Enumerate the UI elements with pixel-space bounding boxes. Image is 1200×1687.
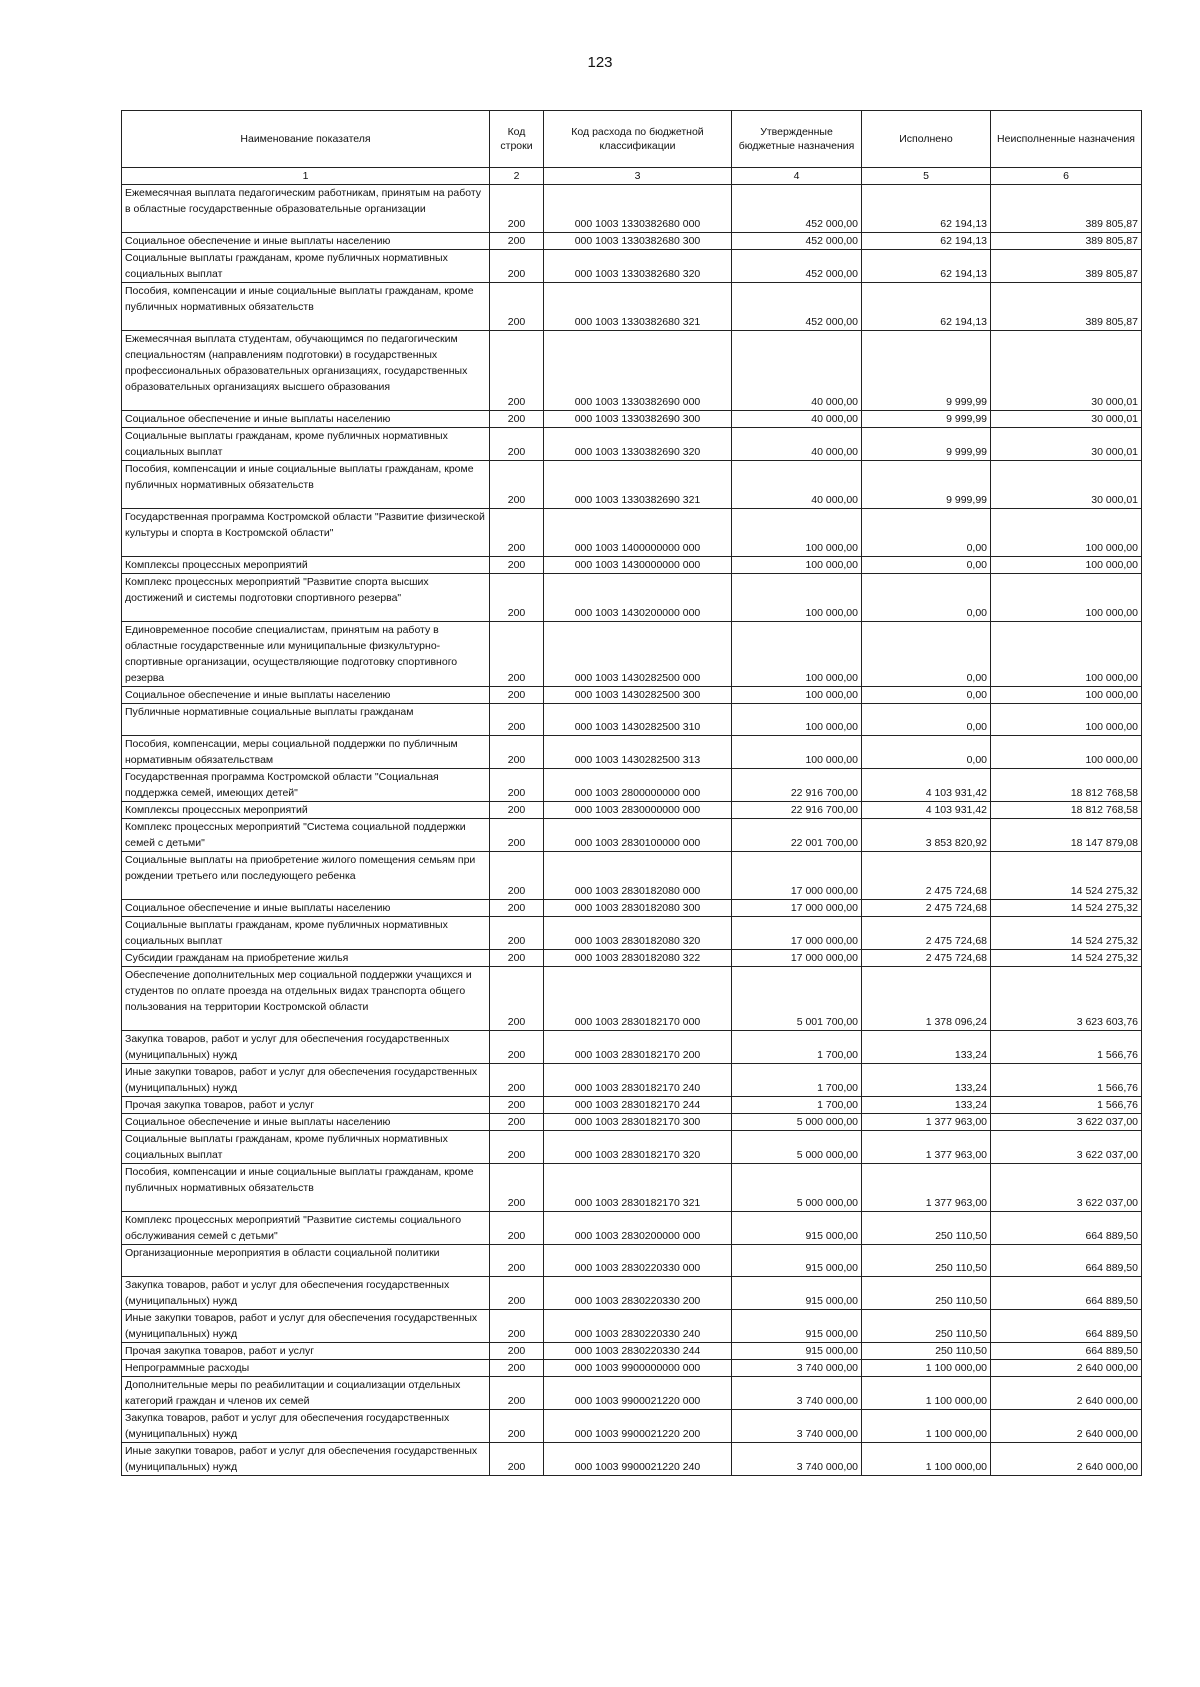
table-row <box>122 967 1142 1031</box>
table-body <box>122 185 1142 1476</box>
row-code-cell: 200 <box>490 461 544 509</box>
table-row <box>122 1064 1142 1097</box>
executed-amount-cell: 0,00 <box>862 687 991 704</box>
executed-amount-cell: 250 110,50 <box>862 1310 991 1343</box>
row-code-cell: 200 <box>490 250 544 283</box>
column-number-row <box>122 168 1142 185</box>
executed-amount-cell: 1 377 963,00 <box>862 1131 991 1164</box>
table-row <box>122 1097 1142 1114</box>
table-row <box>122 1114 1142 1131</box>
expense-code-cell: 000 1003 1330382690 321 <box>544 461 732 509</box>
row-code-cell: 200 <box>490 411 544 428</box>
remaining-amount-cell: 664 889,50 <box>991 1343 1142 1360</box>
expense-code-cell: 000 1003 2830182080 000 <box>544 852 732 900</box>
executed-amount-cell: 9 999,99 <box>862 428 991 461</box>
approved-amount-cell: 22 001 700,00 <box>732 819 862 852</box>
expense-code-cell: 000 1003 2830182080 322 <box>544 950 732 967</box>
table-row <box>122 411 1142 428</box>
expense-code-cell: 000 1003 1400000000 000 <box>544 509 732 557</box>
row-name-cell: Иные закупки товаров, работ и услуг для обеспечения государственных (муниципальных) нужд <box>122 1443 490 1476</box>
column-number: 4 <box>732 168 862 185</box>
expense-code-cell: 000 1003 1430200000 000 <box>544 574 732 622</box>
expense-code-cell: 000 1003 2830182170 000 <box>544 967 732 1031</box>
expense-code-cell: 000 1003 2830220330 244 <box>544 1343 732 1360</box>
executed-amount-cell: 250 110,50 <box>862 1212 991 1245</box>
expense-code-cell: 000 1003 2830182080 300 <box>544 900 732 917</box>
executed-amount-cell: 0,00 <box>862 622 991 687</box>
remaining-amount-cell: 100 000,00 <box>991 574 1142 622</box>
approved-amount-cell: 915 000,00 <box>732 1277 862 1310</box>
row-name-cell: Закупка товаров, работ и услуг для обеспечения государственных (муниципальных) нужд <box>122 1031 490 1064</box>
expense-code-cell: 000 1003 1330382690 000 <box>544 331 732 411</box>
row-code-cell: 200 <box>490 233 544 250</box>
expense-code-cell: 000 1003 2830182170 200 <box>544 1031 732 1064</box>
row-name-cell: Прочая закупка товаров, работ и услуг <box>122 1343 490 1360</box>
table-row <box>122 917 1142 950</box>
remaining-amount-cell: 14 524 275,32 <box>991 950 1142 967</box>
executed-amount-cell: 9 999,99 <box>862 461 991 509</box>
remaining-amount-cell: 18 812 768,58 <box>991 802 1142 819</box>
table-row <box>122 1212 1142 1245</box>
expense-code-cell: 000 1003 2830182170 244 <box>544 1097 732 1114</box>
remaining-amount-cell: 30 000,01 <box>991 331 1142 411</box>
executed-amount-cell: 4 103 931,42 <box>862 802 991 819</box>
row-code-cell: 200 <box>490 950 544 967</box>
expense-code-cell: 000 1003 2830000000 000 <box>544 802 732 819</box>
row-name-cell: Пособия, компенсации и иные социальные выплаты гражданам, кроме публичных нормативных обязательств <box>122 283 490 331</box>
row-code-cell: 200 <box>490 557 544 574</box>
approved-amount-cell: 22 916 700,00 <box>732 769 862 802</box>
remaining-amount-cell: 100 000,00 <box>991 557 1142 574</box>
column-number: 2 <box>490 168 544 185</box>
remaining-amount-cell: 30 000,01 <box>991 411 1142 428</box>
remaining-amount-cell: 14 524 275,32 <box>991 900 1142 917</box>
remaining-amount-cell: 3 623 603,76 <box>991 967 1142 1031</box>
row-name-cell: Социальные выплаты на приобретение жилого помещения семьям при рождении третьего или последующего ребенка <box>122 852 490 900</box>
table-row <box>122 852 1142 900</box>
row-code-cell: 200 <box>490 283 544 331</box>
row-code-cell: 200 <box>490 622 544 687</box>
approved-amount-cell: 3 740 000,00 <box>732 1410 862 1443</box>
remaining-amount-cell: 3 622 037,00 <box>991 1131 1142 1164</box>
row-code-cell: 200 <box>490 1377 544 1410</box>
row-name-cell: Публичные нормативные социальные выплаты гражданам <box>122 704 490 736</box>
approved-amount-cell: 1 700,00 <box>732 1097 862 1114</box>
remaining-amount-cell: 389 805,87 <box>991 185 1142 233</box>
executed-amount-cell: 2 475 724,68 <box>862 917 991 950</box>
approved-amount-cell: 17 000 000,00 <box>732 950 862 967</box>
approved-amount-cell: 100 000,00 <box>732 509 862 557</box>
table-row <box>122 461 1142 509</box>
row-name-cell: Пособия, компенсации и иные социальные выплаты гражданам, кроме публичных нормативных обязательств <box>122 461 490 509</box>
expense-code-cell: 000 1003 1330382680 320 <box>544 250 732 283</box>
budget-execution-table <box>121 110 1142 1476</box>
row-name-cell: Иные закупки товаров, работ и услуг для обеспечения государственных (муниципальных) нужд <box>122 1064 490 1097</box>
executed-amount-cell: 1 378 096,24 <box>862 967 991 1031</box>
expense-code-cell: 000 1003 2830220330 200 <box>544 1277 732 1310</box>
approved-amount-cell: 40 000,00 <box>732 411 862 428</box>
row-name-cell: Ежемесячная выплата педагогическим работникам, принятым на работу в областные государственные образовательные организации <box>122 185 490 233</box>
remaining-amount-cell: 100 000,00 <box>991 687 1142 704</box>
executed-amount-cell: 1 100 000,00 <box>862 1360 991 1377</box>
expense-code-cell: 000 1003 2830220330 240 <box>544 1310 732 1343</box>
approved-amount-cell: 3 740 000,00 <box>732 1360 862 1377</box>
row-code-cell: 200 <box>490 1277 544 1310</box>
column-number: 1 <box>122 168 490 185</box>
executed-amount-cell: 62 194,13 <box>862 185 991 233</box>
row-code-cell: 200 <box>490 1164 544 1212</box>
expense-code-cell: 000 1003 2830220330 000 <box>544 1245 732 1277</box>
table-row <box>122 1443 1142 1476</box>
table-row <box>122 1031 1142 1064</box>
row-code-cell: 200 <box>490 1031 544 1064</box>
row-code-cell: 200 <box>490 1245 544 1277</box>
expense-code-cell: 000 1003 1330382680 000 <box>544 185 732 233</box>
row-name-cell: Организационные мероприятия в области социальной политики <box>122 1245 490 1277</box>
executed-amount-cell: 1 100 000,00 <box>862 1377 991 1410</box>
row-name-cell: Социальное обеспечение и иные выплаты населению <box>122 233 490 250</box>
expense-code-cell: 000 1003 2830182170 320 <box>544 1131 732 1164</box>
remaining-amount-cell: 100 000,00 <box>991 704 1142 736</box>
remaining-amount-cell: 1 566,76 <box>991 1097 1142 1114</box>
approved-amount-cell: 17 000 000,00 <box>732 900 862 917</box>
executed-amount-cell: 1 100 000,00 <box>862 1410 991 1443</box>
expense-code-cell: 000 1003 2830100000 000 <box>544 819 732 852</box>
executed-amount-cell: 2 475 724,68 <box>862 852 991 900</box>
executed-amount-cell: 62 194,13 <box>862 250 991 283</box>
row-code-cell: 200 <box>490 185 544 233</box>
approved-amount-cell: 5 001 700,00 <box>732 967 862 1031</box>
remaining-amount-cell: 2 640 000,00 <box>991 1410 1142 1443</box>
approved-amount-cell: 100 000,00 <box>732 622 862 687</box>
expense-code-cell: 000 1003 9900021220 000 <box>544 1377 732 1410</box>
remaining-amount-cell: 30 000,01 <box>991 428 1142 461</box>
remaining-amount-cell: 3 622 037,00 <box>991 1164 1142 1212</box>
row-name-cell: Иные закупки товаров, работ и услуг для обеспечения государственных (муниципальных) нужд <box>122 1310 490 1343</box>
expense-code-cell: 000 1003 1430282500 313 <box>544 736 732 769</box>
executed-amount-cell: 0,00 <box>862 704 991 736</box>
row-code-cell: 200 <box>490 1114 544 1131</box>
header-name: Наименование показателя <box>122 111 490 168</box>
table-row <box>122 331 1142 411</box>
table-row <box>122 1277 1142 1310</box>
table-row <box>122 1410 1142 1443</box>
expense-code-cell: 000 1003 2830182170 321 <box>544 1164 732 1212</box>
remaining-amount-cell: 2 640 000,00 <box>991 1443 1142 1476</box>
table-row <box>122 1310 1142 1343</box>
row-code-cell: 200 <box>490 428 544 461</box>
row-name-cell: Социальное обеспечение и иные выплаты населению <box>122 411 490 428</box>
remaining-amount-cell: 389 805,87 <box>991 283 1142 331</box>
remaining-amount-cell: 664 889,50 <box>991 1245 1142 1277</box>
executed-amount-cell: 2 475 724,68 <box>862 950 991 967</box>
row-name-cell: Социальное обеспечение и иные выплаты населению <box>122 900 490 917</box>
approved-amount-cell: 452 000,00 <box>732 283 862 331</box>
executed-amount-cell: 133,24 <box>862 1064 991 1097</box>
table-row <box>122 687 1142 704</box>
approved-amount-cell: 100 000,00 <box>732 557 862 574</box>
row-name-cell: Комплекс процессных мероприятий "Развитие системы социального обслуживания семей с детьми" <box>122 1212 490 1245</box>
table-row <box>122 233 1142 250</box>
expense-code-cell: 000 1003 1330382680 300 <box>544 233 732 250</box>
row-code-cell: 200 <box>490 1410 544 1443</box>
row-name-cell: Пособия, компенсации и иные социальные выплаты гражданам, кроме публичных нормативных обязательств <box>122 1164 490 1212</box>
expense-code-cell: 000 1003 2830182080 320 <box>544 917 732 950</box>
approved-amount-cell: 915 000,00 <box>732 1212 862 1245</box>
row-name-cell: Социальные выплаты гражданам, кроме публичных нормативных социальных выплат <box>122 1131 490 1164</box>
remaining-amount-cell: 3 622 037,00 <box>991 1114 1142 1131</box>
table-row <box>122 1131 1142 1164</box>
remaining-amount-cell: 18 147 879,08 <box>991 819 1142 852</box>
table-row <box>122 950 1142 967</box>
row-name-cell: Социальные выплаты гражданам, кроме публичных нормативных социальных выплат <box>122 917 490 950</box>
row-code-cell: 200 <box>490 917 544 950</box>
header-row-code: Код строки <box>490 111 544 168</box>
remaining-amount-cell: 1 566,76 <box>991 1031 1142 1064</box>
approved-amount-cell: 17 000 000,00 <box>732 852 862 900</box>
approved-amount-cell: 100 000,00 <box>732 704 862 736</box>
executed-amount-cell: 250 110,50 <box>862 1343 991 1360</box>
row-code-cell: 200 <box>490 1097 544 1114</box>
row-name-cell: Прочая закупка товаров, работ и услуг <box>122 1097 490 1114</box>
remaining-amount-cell: 100 000,00 <box>991 622 1142 687</box>
expense-code-cell: 000 1003 1430282500 310 <box>544 704 732 736</box>
row-name-cell: Государственная программа Костромской области "Развитие физической культуры и спорта в Костромской области" <box>122 509 490 557</box>
header-expense-code: Код расхода по бюджетной классификации <box>544 111 732 168</box>
table-row <box>122 802 1142 819</box>
table-row <box>122 283 1142 331</box>
remaining-amount-cell: 664 889,50 <box>991 1277 1142 1310</box>
executed-amount-cell: 250 110,50 <box>862 1277 991 1310</box>
approved-amount-cell: 17 000 000,00 <box>732 917 862 950</box>
column-number: 5 <box>862 168 991 185</box>
remaining-amount-cell: 18 812 768,58 <box>991 769 1142 802</box>
expense-code-cell: 000 1003 9900021220 240 <box>544 1443 732 1476</box>
table-row <box>122 704 1142 736</box>
row-name-cell: Социальные выплаты гражданам, кроме публичных нормативных социальных выплат <box>122 428 490 461</box>
executed-amount-cell: 1 100 000,00 <box>862 1443 991 1476</box>
row-code-cell: 200 <box>490 1443 544 1476</box>
row-code-cell: 200 <box>490 1131 544 1164</box>
executed-amount-cell: 1 377 963,00 <box>862 1164 991 1212</box>
remaining-amount-cell: 664 889,50 <box>991 1310 1142 1343</box>
column-number: 3 <box>544 168 732 185</box>
row-name-cell: Социальное обеспечение и иные выплаты населению <box>122 687 490 704</box>
expense-code-cell: 000 1003 1330382680 321 <box>544 283 732 331</box>
header-approved: Утвержденные бюджетные назначения <box>732 111 862 168</box>
executed-amount-cell: 0,00 <box>862 557 991 574</box>
approved-amount-cell: 452 000,00 <box>732 185 862 233</box>
table-row <box>122 1377 1142 1410</box>
approved-amount-cell: 40 000,00 <box>732 331 862 411</box>
page-number: 123 <box>587 54 613 71</box>
expense-code-cell: 000 1003 1330382690 300 <box>544 411 732 428</box>
row-code-cell: 200 <box>490 687 544 704</box>
approved-amount-cell: 100 000,00 <box>732 687 862 704</box>
row-code-cell: 200 <box>490 819 544 852</box>
table-row <box>122 428 1142 461</box>
remaining-amount-cell: 664 889,50 <box>991 1212 1142 1245</box>
row-name-cell: Обеспечение дополнительных мер социальной поддержки учащихся и студентов по оплате проезда на отдельных видах транспорта общего пользования на территории Костромской области <box>122 967 490 1031</box>
row-code-cell: 200 <box>490 769 544 802</box>
remaining-amount-cell: 14 524 275,32 <box>991 917 1142 950</box>
row-name-cell: Дополнительные меры по реабилитации и социализации отдельных категорий граждан и членов их семей <box>122 1377 490 1410</box>
remaining-amount-cell: 100 000,00 <box>991 736 1142 769</box>
table-row <box>122 900 1142 917</box>
approved-amount-cell: 5 000 000,00 <box>732 1164 862 1212</box>
row-name-cell: Комплексы процессных мероприятий <box>122 557 490 574</box>
table-row <box>122 250 1142 283</box>
expense-code-cell: 000 1003 2830182170 300 <box>544 1114 732 1131</box>
approved-amount-cell: 3 740 000,00 <box>732 1377 862 1410</box>
header-remaining: Неисполненные назначения <box>991 111 1142 168</box>
table-row <box>122 557 1142 574</box>
expense-code-cell: 000 1003 2800000000 000 <box>544 769 732 802</box>
executed-amount-cell: 9 999,99 <box>862 331 991 411</box>
expense-code-cell: 000 1003 1330382690 320 <box>544 428 732 461</box>
remaining-amount-cell: 389 805,87 <box>991 233 1142 250</box>
remaining-amount-cell: 14 524 275,32 <box>991 852 1142 900</box>
expense-code-cell: 000 1003 9900000000 000 <box>544 1360 732 1377</box>
executed-amount-cell: 62 194,13 <box>862 283 991 331</box>
remaining-amount-cell: 100 000,00 <box>991 509 1142 557</box>
expense-code-cell: 000 1003 2830182170 240 <box>544 1064 732 1097</box>
row-code-cell: 200 <box>490 1343 544 1360</box>
expense-code-cell: 000 1003 1430282500 000 <box>544 622 732 687</box>
remaining-amount-cell: 30 000,01 <box>991 461 1142 509</box>
row-code-cell: 200 <box>490 967 544 1031</box>
remaining-amount-cell: 389 805,87 <box>991 250 1142 283</box>
row-name-cell: Непрограммные расходы <box>122 1360 490 1377</box>
row-code-cell: 200 <box>490 331 544 411</box>
executed-amount-cell: 1 377 963,00 <box>862 1114 991 1131</box>
approved-amount-cell: 40 000,00 <box>732 461 862 509</box>
expense-code-cell: 000 1003 1430282500 300 <box>544 687 732 704</box>
remaining-amount-cell: 1 566,76 <box>991 1064 1142 1097</box>
approved-amount-cell: 100 000,00 <box>732 736 862 769</box>
approved-amount-cell: 5 000 000,00 <box>732 1131 862 1164</box>
approved-amount-cell: 1 700,00 <box>732 1064 862 1097</box>
row-name-cell: Субсидии гражданам на приобретение жилья <box>122 950 490 967</box>
row-code-cell: 200 <box>490 900 544 917</box>
row-code-cell: 200 <box>490 1064 544 1097</box>
row-name-cell: Комплексы процессных мероприятий <box>122 802 490 819</box>
remaining-amount-cell: 2 640 000,00 <box>991 1377 1142 1410</box>
row-code-cell: 200 <box>490 704 544 736</box>
executed-amount-cell: 0,00 <box>862 574 991 622</box>
row-name-cell: Государственная программа Костромской области "Социальная поддержка семей, имеющих детей" <box>122 769 490 802</box>
table-row <box>122 574 1142 622</box>
row-code-cell: 200 <box>490 509 544 557</box>
executed-amount-cell: 0,00 <box>862 736 991 769</box>
row-code-cell: 200 <box>490 852 544 900</box>
table-row <box>122 1360 1142 1377</box>
row-name-cell: Закупка товаров, работ и услуг для обеспечения государственных (муниципальных) нужд <box>122 1410 490 1443</box>
row-code-cell: 200 <box>490 736 544 769</box>
table-row <box>122 185 1142 233</box>
approved-amount-cell: 5 000 000,00 <box>732 1114 862 1131</box>
executed-amount-cell: 133,24 <box>862 1097 991 1114</box>
row-name-cell: Ежемесячная выплата студентам, обучающимся по педагогическим специальностям (направлениям подготовки) в государственных профессиональных образовательных организациях, государственных образовательных организациях высшего образования <box>122 331 490 411</box>
table-row <box>122 1164 1142 1212</box>
executed-amount-cell: 2 475 724,68 <box>862 900 991 917</box>
table-row <box>122 819 1142 852</box>
executed-amount-cell: 9 999,99 <box>862 411 991 428</box>
approved-amount-cell: 915 000,00 <box>732 1343 862 1360</box>
row-name-cell: Социальные выплаты гражданам, кроме публичных нормативных социальных выплат <box>122 250 490 283</box>
executed-amount-cell: 133,24 <box>862 1031 991 1064</box>
row-code-cell: 200 <box>490 802 544 819</box>
row-name-cell: Закупка товаров, работ и услуг для обеспечения государственных (муниципальных) нужд <box>122 1277 490 1310</box>
approved-amount-cell: 452 000,00 <box>732 250 862 283</box>
row-name-cell: Комплекс процессных мероприятий "Развитие спорта высших достижений и системы подготовки спортивного резерва" <box>122 574 490 622</box>
approved-amount-cell: 22 916 700,00 <box>732 802 862 819</box>
row-name-cell: Комплекс процессных мероприятий "Система социальной поддержки семей с детьми" <box>122 819 490 852</box>
executed-amount-cell: 3 853 820,92 <box>862 819 991 852</box>
approved-amount-cell: 915 000,00 <box>732 1310 862 1343</box>
table-row <box>122 1245 1142 1277</box>
column-number: 6 <box>991 168 1142 185</box>
row-name-cell: Социальное обеспечение и иные выплаты населению <box>122 1114 490 1131</box>
executed-amount-cell: 250 110,50 <box>862 1245 991 1277</box>
table-row <box>122 736 1142 769</box>
approved-amount-cell: 1 700,00 <box>732 1031 862 1064</box>
executed-amount-cell: 0,00 <box>862 509 991 557</box>
table-row <box>122 622 1142 687</box>
approved-amount-cell: 3 740 000,00 <box>732 1443 862 1476</box>
expense-code-cell: 000 1003 9900021220 200 <box>544 1410 732 1443</box>
row-code-cell: 200 <box>490 574 544 622</box>
expense-code-cell: 000 1003 2830200000 000 <box>544 1212 732 1245</box>
executed-amount-cell: 62 194,13 <box>862 233 991 250</box>
table-header-row <box>122 111 1142 168</box>
table-row <box>122 1343 1142 1360</box>
approved-amount-cell: 452 000,00 <box>732 233 862 250</box>
remaining-amount-cell: 2 640 000,00 <box>991 1360 1142 1377</box>
header-executed: Исполнено <box>862 111 991 168</box>
table-row <box>122 769 1142 802</box>
approved-amount-cell: 915 000,00 <box>732 1245 862 1277</box>
row-code-cell: 200 <box>490 1360 544 1377</box>
row-name-cell: Пособия, компенсации, меры социальной поддержки по публичным нормативным обязательствам <box>122 736 490 769</box>
executed-amount-cell: 4 103 931,42 <box>862 769 991 802</box>
expense-code-cell: 000 1003 1430000000 000 <box>544 557 732 574</box>
approved-amount-cell: 100 000,00 <box>732 574 862 622</box>
row-code-cell: 200 <box>490 1310 544 1343</box>
row-name-cell: Единовременное пособие специалистам, принятым на работу в областные государственные или муниципальные физкультурно-спортивные организации, осуществляющие подготовку спортивного резерва <box>122 622 490 687</box>
approved-amount-cell: 40 000,00 <box>732 428 862 461</box>
row-code-cell: 200 <box>490 1212 544 1245</box>
table-row <box>122 509 1142 557</box>
